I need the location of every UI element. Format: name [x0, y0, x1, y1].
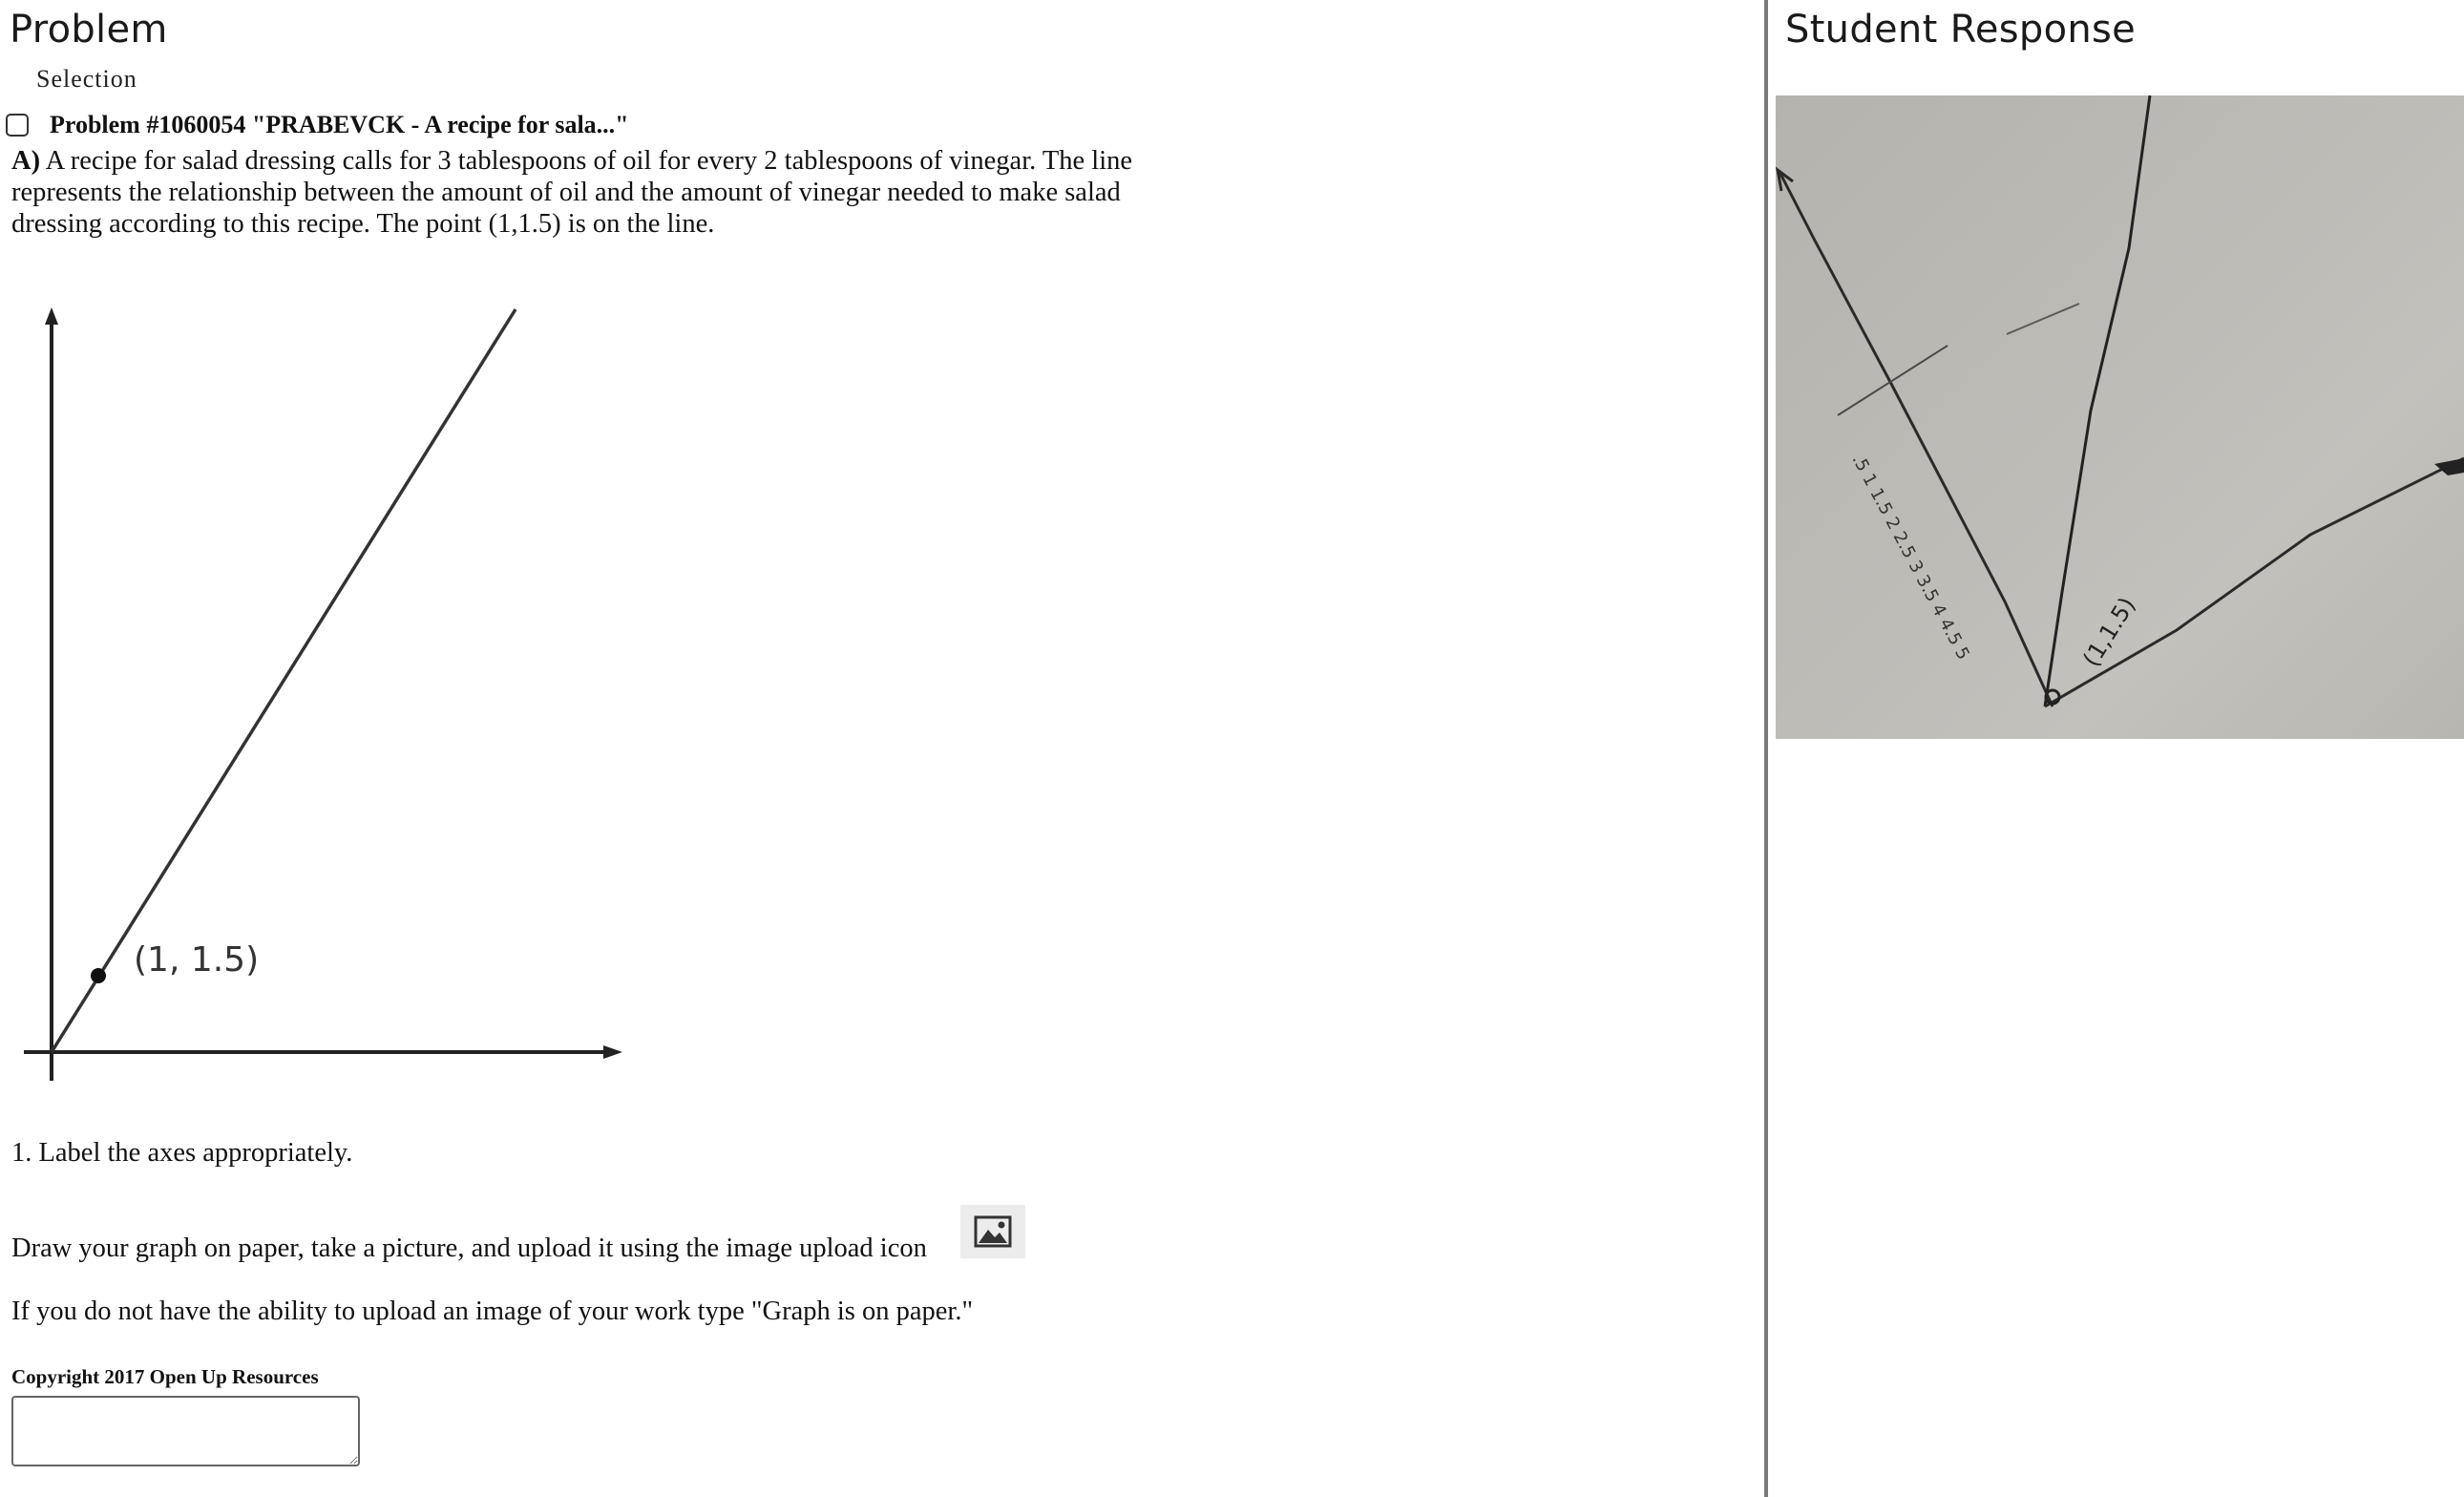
x-axis-arrow	[603, 1045, 622, 1059]
panel-title: Student Response	[1785, 8, 2137, 52]
problem-header	[6, 111, 629, 139]
copyright-notice: Copyright 2017 Open Up Resources	[11, 1365, 319, 1388]
graph-svg	[19, 296, 630, 1088]
point-label: (1, 1.5)	[134, 940, 260, 980]
problem-graph	[19, 296, 630, 1088]
proportional-line	[52, 309, 516, 1052]
problem-text: A recipe for salad dressing calls for 3 tablespoons of oil for every 2 tablespoons of vinegar. The line represents the relationship between the amount of oil and the amount of vinegar needed to make salad dressing according to this recipe. The point (1,1.5) is on the line.	[11, 146, 1133, 239]
student-work-photo	[1776, 95, 2464, 739]
problem-select-checkbox[interactable]	[6, 114, 29, 137]
draw-instruction: Draw your graph on paper, take a picture, and upload it using the image upload icon	[11, 1233, 927, 1263]
student-response-panel	[1768, 0, 2464, 1497]
part-label: A)	[11, 146, 41, 176]
student-drawing	[1776, 95, 2464, 739]
drawn-scale-marks: .5 1 1.5 2 2.5 3 3.5 4 4.5 5	[1847, 451, 1974, 664]
drawn-tick	[1838, 346, 1948, 415]
drawn-axis-left	[1780, 172, 2053, 706]
y-axis-arrow	[45, 307, 58, 325]
cut-off-heading: Selection	[36, 65, 137, 93]
image-upload-button[interactable]	[960, 1205, 1025, 1258]
point-marker	[91, 968, 106, 983]
paper-instruction: If you do not have the ability to upload an image of your work type "Graph is on paper."	[11, 1297, 974, 1326]
answer-input[interactable]	[11, 1396, 360, 1466]
drawn-arrow-right	[2434, 458, 2464, 475]
drawn-axis-right	[2045, 458, 2464, 706]
problem-statement	[11, 145, 1195, 240]
problem-name: Problem #1060054 "PRABEVCK - A recipe for sala..."	[50, 111, 629, 138]
panel-title: Problem	[10, 8, 168, 52]
drawn-point-label: (1,1.5)	[2077, 592, 2141, 672]
drawn-tick	[2007, 304, 2079, 334]
image-upload-icon	[974, 1215, 1012, 1248]
step-label-axes: 1. Label the axes appropriately.	[11, 1138, 353, 1168]
